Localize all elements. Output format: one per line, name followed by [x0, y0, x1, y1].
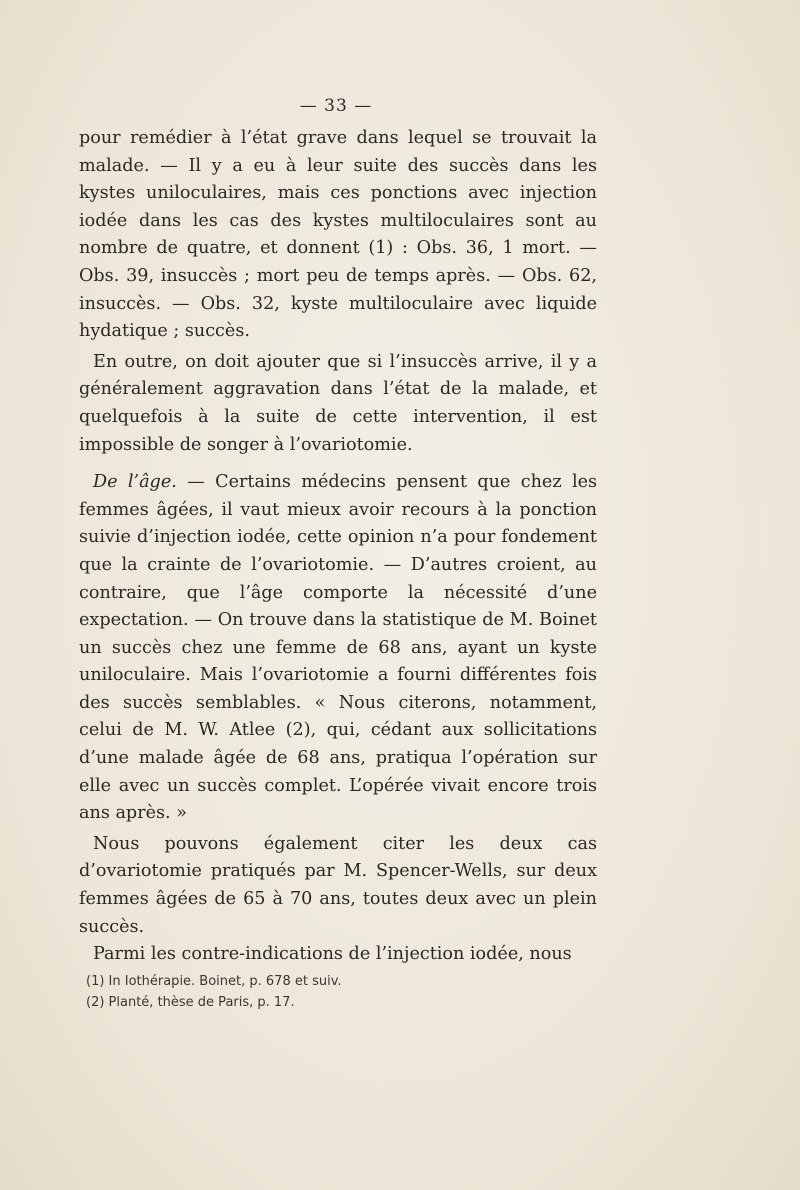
page-number: — 33 — [299, 96, 373, 116]
body-text [79, 125, 597, 969]
paragraph-age-text: — Certains médecins pensent que chez les femmes âgées, il vaut mieux avoir recours à la ponction suivie d’injection iodée, cette opinion n’a pour fondement que la crainte de l’ovariotomie. — D’autres croient, au contraire, que l’âge comporte la nécessité d’une expectation. — On trouve dans la statistique de M. Boinet un succès chez une femme de 68 ans, ayant un kyste uniloculaire. Mais l’ovariotomie a fourni différentes fois des succès semblables. « Nous citerons, notamment, celui de M. W. Atlee (2), qui, cédant aux sollicitations d’une malade âgée de 68 ans, pratiqua l’opération sur elle avec un succès complet. L’opérée vivait encore trois ans après. » [79, 472, 598, 824]
paragraph-contra-indications: Parmi les contre-indications de l’injection iodée, nous [93, 944, 572, 965]
paragraph-outcome: En outre, on doit ajouter que si l’insuccès arrive, il y a généralement aggravation dans l’état de la malade, et quelquefois à la suite de cette intervention, il est impossible de songer à l’ovariotomie. [79, 351, 597, 455]
paragraph-spencer-wells: Nous pouvons également citer les deux cas d’ovariotomie pratiqués par M. Spencer-Wells, sur deux femmes âgées de 65 à 70 ans, toutes deux avec un plein succès. [79, 833, 597, 937]
section-heading-age: De l’âge. [93, 472, 177, 493]
footnote-1: (1) In Iothérapie. Boinet, p. 678 et suiv. [86, 974, 342, 989]
footnotes [86, 971, 606, 1013]
paragraph-continued: pour remédier à l’état grave dans lequel se trouvait la malade. — Il y a eu à leur suite des succès dans les kystes uniloculaires, mais ces ponctions avec injection iodée dans les cas des kystes multiloculaires sont au nombre de quatre, et donnent (1) : Obs. 36, 1 mort. — Obs. 39, insuccès ; mort peu de temps après. — Obs. 62, insuccès. — Obs. 32, kyste multiloculaire avec liquide hydatique ; succès. [79, 128, 597, 342]
footnote-2: (2) Planté, thèse de Paris, p. 17. [86, 995, 295, 1010]
paragraph-age [79, 469, 597, 828]
